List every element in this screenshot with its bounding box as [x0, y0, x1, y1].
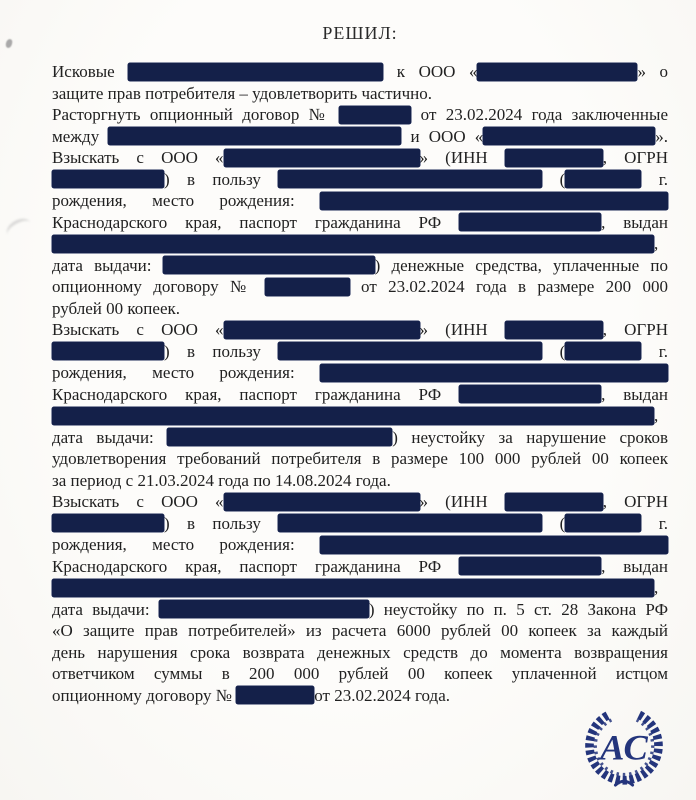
- text-run: (: [542, 341, 566, 361]
- redaction-bar: [278, 170, 542, 188]
- document-line: [52, 212, 668, 234]
- redaction-bar: [565, 170, 641, 188]
- document-line: [52, 233, 668, 255]
- redaction-bar: [52, 235, 654, 253]
- text-run: к ООО «: [383, 62, 478, 81]
- document-line: [52, 276, 668, 298]
- redaction-bar: [459, 213, 601, 231]
- redaction-bar: [278, 514, 542, 532]
- document-line: [52, 513, 668, 535]
- document-line: [52, 534, 668, 556]
- text-run: , ОГРН: [602, 320, 668, 339]
- redaction-bar: [565, 342, 641, 360]
- text-run: » (ИНН: [419, 492, 505, 511]
- redaction-bar: [459, 557, 601, 575]
- text-run: защите прав потребителя – удовлетворить частично.: [52, 83, 433, 103]
- text-run: Исковые: [52, 62, 129, 81]
- text-run: » о: [637, 62, 668, 81]
- text-run: ,: [654, 234, 659, 253]
- page-title: РЕШИЛ:: [322, 23, 398, 43]
- document-line: [52, 384, 668, 406]
- text-run: ) в пользу: [164, 341, 279, 361]
- document-line: [52, 83, 668, 105]
- text-run: г.: [641, 341, 669, 361]
- text-run: от 23.02.2024 года.: [314, 685, 450, 705]
- redaction-bar: [236, 686, 314, 704]
- text-run: рублей 00 копеек.: [52, 298, 180, 318]
- redaction-bar: [128, 63, 383, 81]
- text-run: от 23.02.2024 года в размере 200 000: [349, 277, 668, 296]
- redaction-bar: [505, 149, 603, 167]
- redaction-bar: [483, 127, 655, 145]
- text-run: за период с 21.03.2024 года по 14.08.2024 года.: [52, 470, 391, 490]
- document-line: [52, 448, 668, 470]
- text-run: ) денежные средства, уплаченные по: [374, 255, 668, 275]
- redaction-bar: [339, 106, 411, 124]
- document-line: [52, 61, 668, 83]
- text-run: Краснодарского края, паспорт гражданина РФ: [52, 556, 460, 576]
- redaction-bar: [477, 63, 637, 81]
- document-line: [52, 341, 668, 363]
- redaction-bar: [224, 321, 420, 339]
- text-run: , выдан: [601, 384, 668, 404]
- text-run: г.: [641, 169, 669, 189]
- redaction-bar: [505, 321, 603, 339]
- text-run: опционному договору №: [52, 277, 265, 296]
- document-line: [52, 255, 668, 277]
- text-run: опционному договору №: [52, 685, 237, 705]
- text-run: «О защите прав потребителей» из расчета 6000 рублей 00 копеек за каждый: [52, 621, 668, 640]
- document-line: [52, 620, 668, 642]
- document-line: [52, 126, 668, 148]
- text-run: г.: [641, 513, 669, 533]
- document-line: [52, 147, 668, 169]
- text-run: от 23.02.2024 года заключенные: [411, 105, 668, 124]
- text-run: день нарушения срока возврата денежных средств до момента возвращения: [52, 642, 668, 662]
- law-firm-logo: [576, 696, 672, 788]
- text-run: » (ИНН: [419, 148, 505, 167]
- text-run: ) неустойку за нарушение сроков: [392, 427, 668, 447]
- document-line: [52, 556, 668, 578]
- document-line: [52, 491, 668, 513]
- document-line: [52, 470, 668, 492]
- text-run: дата выдачи:: [52, 599, 159, 619]
- text-run: Расторгнуть опционный договор №: [52, 105, 340, 124]
- text-run: рождения, место рождения:: [52, 363, 320, 382]
- document-line: [52, 427, 668, 449]
- redaction-bar: [320, 364, 668, 382]
- text-run: дата выдачи:: [52, 255, 163, 275]
- text-run: » (ИНН: [419, 320, 505, 339]
- document-line: [52, 663, 668, 685]
- text-run: Краснодарского края, паспорт гражданина РФ: [52, 212, 460, 232]
- document-line: [52, 169, 668, 191]
- text-run: ».: [655, 126, 668, 146]
- redaction-bar: [167, 428, 392, 446]
- document-line: [52, 405, 668, 427]
- document-line: [52, 362, 668, 384]
- document-line: [52, 599, 668, 621]
- text-run: , ОГРН: [602, 148, 668, 167]
- redaction-bar: [52, 407, 654, 425]
- text-run: , выдан: [601, 556, 668, 576]
- text-run: между: [52, 126, 109, 146]
- text-run: Взыскать с ООО «: [52, 148, 224, 167]
- redaction-bar: [505, 493, 603, 511]
- text-run: удовлетворения требований потребителя в размере 100 000 рублей 00 копеек: [52, 449, 668, 468]
- text-run: и ООО «: [401, 126, 484, 146]
- redaction-bar: [320, 536, 668, 554]
- redaction-bar: [52, 514, 164, 532]
- text-run: ) неустойку по п. 5 ст. 28 Закона РФ: [368, 599, 668, 619]
- redaction-bar: [224, 149, 420, 167]
- redaction-bar: [265, 278, 350, 296]
- text-run: Краснодарского края, паспорт гражданина РФ: [52, 384, 460, 404]
- text-run: , выдан: [601, 212, 668, 232]
- text-run: дата выдачи:: [52, 427, 168, 447]
- text-run: Взыскать с ООО «: [52, 320, 224, 339]
- text-run: ,: [654, 406, 659, 425]
- logo-monogram: АС: [600, 727, 648, 768]
- redaction-bar: [320, 192, 668, 210]
- text-run: ответчиком суммы в 200 000 рублей 00 копеек уплаченной истцом: [52, 664, 668, 683]
- text-run: ,: [654, 578, 659, 597]
- text-run: рождения, место рождения:: [52, 535, 320, 554]
- text-run: Взыскать с ООО «: [52, 492, 224, 511]
- redaction-bar: [159, 600, 369, 618]
- text-run: (: [542, 169, 566, 189]
- document-line: [52, 642, 668, 664]
- redaction-bar: [278, 342, 542, 360]
- text-run: ) в пользу: [164, 169, 279, 189]
- document-line: [52, 577, 668, 599]
- text-run: (: [542, 513, 566, 533]
- document-line: [52, 190, 668, 212]
- redaction-bar: [565, 514, 641, 532]
- text-run: рождения, место рождения:: [52, 191, 320, 210]
- document-line: [52, 104, 668, 126]
- document-line: [52, 298, 668, 320]
- document-line: [52, 319, 668, 341]
- redaction-bar: [459, 385, 601, 403]
- redaction-bar: [52, 579, 654, 597]
- redaction-bar: [163, 256, 375, 274]
- redaction-bar: [108, 127, 401, 145]
- redaction-bar: [52, 342, 164, 360]
- document-lines: [52, 61, 668, 706]
- redaction-bar: [224, 493, 420, 511]
- redaction-bar: [52, 170, 164, 188]
- text-run: ) в пользу: [164, 513, 279, 533]
- text-run: , ОГРН: [602, 492, 668, 511]
